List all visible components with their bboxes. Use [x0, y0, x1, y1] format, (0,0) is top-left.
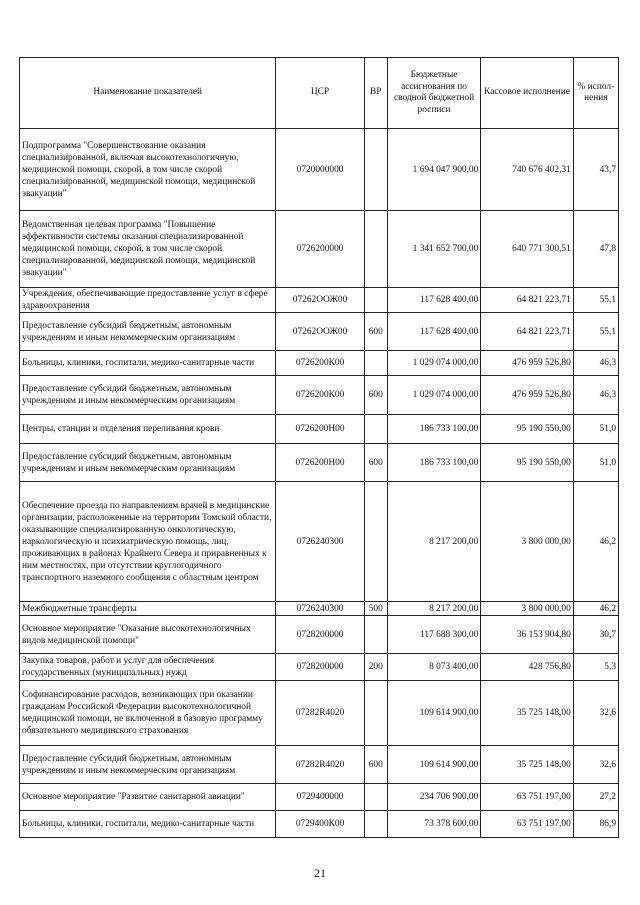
row-cash: 64 821 223,71 — [481, 288, 573, 313]
row-vr: 600 — [364, 746, 387, 784]
row-csr: 0726200К00 — [276, 376, 364, 415]
row-budget: 1 694 047 900,00 — [387, 129, 481, 211]
row-csr: 0729400000 — [276, 784, 364, 811]
row-percent: 30,7 — [573, 616, 618, 654]
table-header-row — [20, 58, 619, 129]
row-budget: 186 733 100,00 — [387, 444, 481, 482]
row-vr — [364, 415, 387, 444]
row-csr: 0720000000 — [276, 129, 364, 211]
table-row — [20, 681, 619, 746]
row-name: Центры, станции и отделения переливания крови — [20, 415, 276, 444]
row-csr: 07262ООЖ00 — [276, 313, 364, 351]
table-row — [20, 602, 619, 616]
row-cash: 3 800 000,00 — [481, 602, 573, 616]
row-name: Больницы, клиники, госпитали, медико-санитарные части — [20, 351, 276, 376]
row-percent: 46,3 — [573, 376, 618, 415]
header-cash: Кассовое исполнение — [481, 58, 573, 129]
row-vr: 600 — [364, 376, 387, 415]
row-percent: 86,9 — [573, 811, 618, 838]
row-percent: 55,1 — [573, 288, 618, 313]
row-percent: 43,7 — [573, 129, 618, 211]
table-row — [20, 211, 619, 288]
header-budget: Бюджетные ассигнования по сводной бюджетной росписи — [387, 58, 481, 129]
table-row — [20, 811, 619, 838]
row-budget: 8 073 400,00 — [387, 654, 481, 681]
row-csr: 07282R4020 — [276, 746, 364, 784]
row-cash: 428 756,80 — [481, 654, 573, 681]
row-percent: 51,0 — [573, 415, 618, 444]
row-name: Предоставление субсидий бюджетным, автономным учреждениям и иным некоммерческим организациям — [20, 444, 276, 482]
row-name: Больницы, клиники, госпитали, медико-санитарные части — [20, 811, 276, 838]
row-name: Учреждения, обеспечивающие предоставление услуг в сфере здравоохранения — [20, 288, 276, 313]
row-cash: 95 190 550,00 — [481, 415, 573, 444]
row-percent: 32,6 — [573, 746, 618, 784]
row-vr — [364, 351, 387, 376]
row-vr — [364, 211, 387, 288]
row-csr: 0728200000 — [276, 616, 364, 654]
table-row — [20, 784, 619, 811]
row-budget: 117 688 300,00 — [387, 616, 481, 654]
row-cash: 476 959 526,80 — [481, 376, 573, 415]
row-vr: 600 — [364, 444, 387, 482]
row-vr — [364, 616, 387, 654]
row-budget: 1 029 074 000,00 — [387, 376, 481, 415]
row-csr: 0726200Н00 — [276, 444, 364, 482]
table-row — [20, 746, 619, 784]
row-vr — [364, 482, 387, 602]
row-percent: 46,3 — [573, 351, 618, 376]
row-name: Предоставление субсидий бюджетным, автономным учреждениям и иным некоммерческим организациям — [20, 313, 276, 351]
table-row — [20, 129, 619, 211]
row-vr: 500 — [364, 602, 387, 616]
page-number: 21 — [314, 866, 326, 880]
row-percent: 5,3 — [573, 654, 618, 681]
row-csr: 0726200К00 — [276, 351, 364, 376]
table-row — [20, 313, 619, 351]
row-vr — [364, 784, 387, 811]
table-row — [20, 288, 619, 313]
row-name: Основное мероприятие "Оказание высокотехнологичных видов медицинской помощи" — [20, 616, 276, 654]
row-csr: 0726240300 — [276, 602, 364, 616]
row-budget: 109 614 900,00 — [387, 746, 481, 784]
row-percent: 46,2 — [573, 482, 618, 602]
table-row — [20, 616, 619, 654]
row-cash: 476 959 526,80 — [481, 351, 573, 376]
table-row — [20, 351, 619, 376]
row-cash: 36 153 904,80 — [481, 616, 573, 654]
row-name: Основное мероприятие "Развитие санитарной авиации" — [20, 784, 276, 811]
row-percent: 55,1 — [573, 313, 618, 351]
table-row — [20, 415, 619, 444]
header-percent: % испол-нения — [573, 58, 618, 129]
row-budget: 234 706 900,00 — [387, 784, 481, 811]
row-budget: 117 628 400,00 — [387, 313, 481, 351]
row-name: Софинансирование расходов, возникающих при оказании гражданам Российской Федерации высокотехнологичной медицинской помощи, не включенной в базовую программу обязательного медицинского страхования — [20, 681, 276, 746]
row-csr: 0726200Н00 — [276, 415, 364, 444]
row-budget: 186 733 100,00 — [387, 415, 481, 444]
header-csr: ЦСР — [276, 58, 364, 129]
row-cash: 35 725 148,00 — [481, 746, 573, 784]
row-percent: 47,8 — [573, 211, 618, 288]
row-budget: 73 378 600,00 — [387, 811, 481, 838]
row-cash: 640 771 300,51 — [481, 211, 573, 288]
row-percent: 51,0 — [573, 444, 618, 482]
row-vr — [364, 288, 387, 313]
row-name: Обеспечение проезда по направлениям врачей в медицинские организации, расположенные на территории Томской области, оказывающие специализированную онкологическую, наркологическую и психиатрическую помощь, лиц, проживающих в районах Крайнего Севера и приравненных к ним местностях, при отсутствии круглогодичного транспортного наземного сообщения с областным центром — [20, 482, 276, 602]
table-row — [20, 482, 619, 602]
table-row — [20, 376, 619, 415]
row-csr: 07282R4020 — [276, 681, 364, 746]
row-cash: 740 676 402,31 — [481, 129, 573, 211]
header-name: Наименование показателей — [20, 58, 276, 129]
row-budget: 1 341 652 700,00 — [387, 211, 481, 288]
table-row — [20, 654, 619, 681]
row-budget: 117 628 400,00 — [387, 288, 481, 313]
row-name: Предоставление субсидий бюджетным, автономным учреждениям и иным некоммерческим организациям — [20, 376, 276, 415]
row-budget: 109 614 900,00 — [387, 681, 481, 746]
row-cash: 63 751 197,00 — [481, 811, 573, 838]
row-csr: 0726240300 — [276, 482, 364, 602]
row-vr — [364, 129, 387, 211]
row-name: Межбюджетные трансферты — [20, 602, 276, 616]
row-name: Подпрограмма "Совершенствование оказания специализированной, включая высокотехнологичную, медицинской помощи, скорой, в том числе скорой специализированной, медицинской помощи, медицинской эвакуации" — [20, 129, 276, 211]
row-csr: 0728200000 — [276, 654, 364, 681]
row-vr — [364, 811, 387, 838]
row-percent: 32,6 — [573, 681, 618, 746]
row-name: Предоставление субсидий бюджетным, автономным учреждениям и иным некоммерческим организациям — [20, 746, 276, 784]
table-row — [20, 444, 619, 482]
row-cash: 35 725 148,00 — [481, 681, 573, 746]
budget-execution-table — [19, 57, 619, 838]
row-budget: 1 029 074 000,00 — [387, 351, 481, 376]
row-cash: 63 751 197,00 — [481, 784, 573, 811]
row-percent: 27,2 — [573, 784, 618, 811]
row-csr: 0726200000 — [276, 211, 364, 288]
row-percent: 46,2 — [573, 602, 618, 616]
row-vr: 200 — [364, 654, 387, 681]
row-name: Закупка товаров, работ и услуг для обеспечения государственных (муниципальных) нужд — [20, 654, 276, 681]
row-cash: 95 190 550,00 — [481, 444, 573, 482]
row-name: Ведомственная целевая программа "Повышение эффективности системы оказания специализированной медицинской помощи, скорой, в том числе скорой специализированной, медицинской помощи, медицинской эвакуации" — [20, 211, 276, 288]
row-csr: 0729400К00 — [276, 811, 364, 838]
row-vr: 600 — [364, 313, 387, 351]
row-budget: 8 217 200,00 — [387, 602, 481, 616]
row-vr — [364, 681, 387, 746]
row-csr: 07262ООЖ00 — [276, 288, 364, 313]
row-cash: 64 821 223,71 — [481, 313, 573, 351]
header-vr: ВР — [364, 58, 387, 129]
row-cash: 3 800 000,00 — [481, 482, 573, 602]
row-budget: 8 217 200,00 — [387, 482, 481, 602]
